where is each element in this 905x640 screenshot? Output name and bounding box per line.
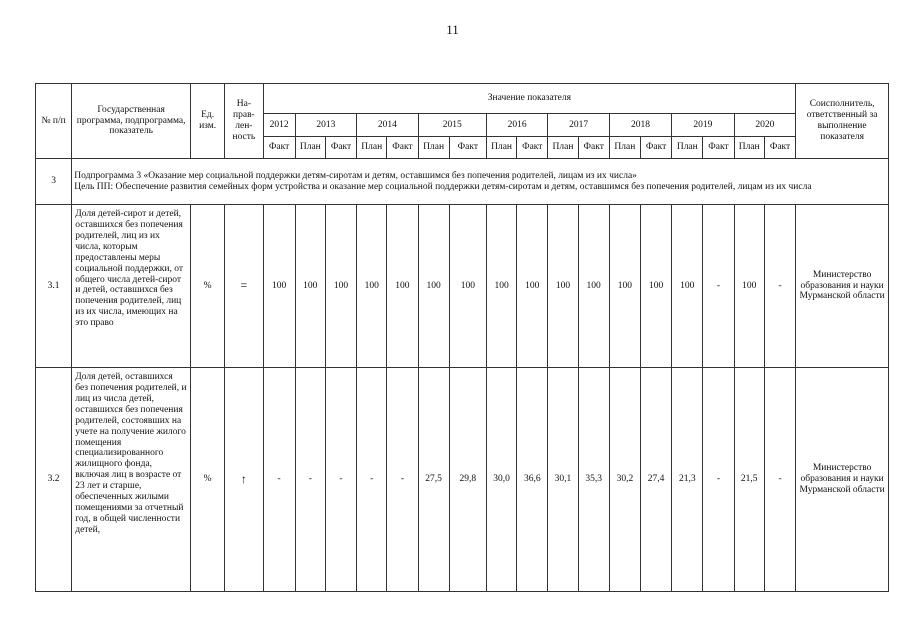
header-coexecutor: Соисполнитель, ответственный за выполнение показателя: [796, 84, 889, 159]
header-values-title: Значение показателя: [263, 84, 796, 114]
value-cell: 100: [387, 205, 418, 368]
value-cell: 100: [548, 205, 578, 368]
direction-cell: [225, 205, 263, 368]
value-cell: 100: [295, 205, 325, 368]
fact-header: Факт: [640, 137, 671, 159]
table-row: [36, 205, 889, 368]
fact-header: Факт: [387, 137, 418, 159]
year-header-2019: 2019: [672, 114, 734, 137]
value-cell: 29,8: [449, 368, 486, 592]
fact-header: Факт: [703, 137, 734, 159]
indicator-name: Доля детей-сирот и детей, оставшихся без попечения родителей, лиц из их числа, которым предоставлены меры социальной поддержки, от общего числа детей-сирот и детей, оставшихся без попечения родителей, лиц из их числа, имеющих на это право: [72, 205, 191, 368]
plan-header: План: [548, 137, 578, 159]
value-cell: 36,6: [517, 368, 548, 592]
value-cell: -: [703, 205, 734, 368]
value-cell: 100: [517, 205, 548, 368]
plan-header: План: [672, 137, 703, 159]
value-cell: 100: [609, 205, 640, 368]
year-header-2014: 2014: [357, 114, 418, 137]
year-header-2013: 2013: [295, 114, 356, 137]
indicators-table: [35, 83, 889, 592]
fact-header: Факт: [263, 137, 295, 159]
header-program: Государственная программа, подпрограмма, показатель: [72, 84, 191, 159]
value-cell: 21,5: [734, 368, 764, 592]
table-row: [36, 368, 889, 592]
year-header-2012: 2012: [263, 114, 295, 137]
page-number: 11: [446, 22, 459, 37]
value-cell: 100: [449, 205, 486, 368]
indicator-name: Доля детей, оставшихся без попечения родителей, и лиц из числа детей, оставшихся без попечения родителей, состоявших на учете на получение жилого помещения специализированного жилищного фонда, включая лиц в возрасте от 23 лет и старше, обеспеченных жилыми помещениями за отчетный год, в общей численности детей,: [72, 368, 191, 592]
direction-cell: [225, 368, 263, 592]
value-cell: -: [764, 205, 795, 368]
value-cell: 100: [640, 205, 671, 368]
subprogram-title: Подпрограмма 3 «Оказание мер социальной поддержки детям-сиротам и детям, оставшимся без попечения родителей, лицам из их числа»: [74, 170, 637, 181]
value-cell: 100: [672, 205, 703, 368]
value-cell: 100: [357, 205, 387, 368]
value-cell: 30,1: [548, 368, 578, 592]
plan-header: План: [357, 137, 387, 159]
year-header-2017: 2017: [548, 114, 609, 137]
year-header-2015: 2015: [418, 114, 486, 137]
value-cell: 35,3: [578, 368, 609, 592]
value-cell: 100: [734, 205, 764, 368]
header-num: № п/п: [36, 84, 72, 159]
value-cell: 21,3: [672, 368, 703, 592]
value-cell: -: [295, 368, 325, 592]
year-header-2018: 2018: [609, 114, 671, 137]
plan-header: План: [486, 137, 516, 159]
fact-header: Факт: [449, 137, 486, 159]
value-cell: -: [357, 368, 387, 592]
plan-header: План: [295, 137, 325, 159]
value-cell: -: [325, 368, 356, 592]
value-cell: 100: [418, 205, 449, 368]
value-cell: 30,2: [609, 368, 640, 592]
value-cell: 100: [263, 205, 295, 368]
value-cell: -: [703, 368, 734, 592]
value-cell: 100: [578, 205, 609, 368]
equals-icon: =: [240, 278, 248, 293]
value-cell: 30,0: [486, 368, 516, 592]
row-number: 3: [36, 159, 72, 205]
fact-header: Факт: [325, 137, 356, 159]
coexecutor-cell: Министерство образования и науки Мурманской области: [796, 205, 889, 368]
value-cell: 27,5: [418, 368, 449, 592]
value-cell: -: [764, 368, 795, 592]
unit-cell: %: [191, 368, 225, 592]
value-cell: 27,4: [640, 368, 671, 592]
unit-cell: %: [191, 205, 225, 368]
year-header-2016: 2016: [486, 114, 547, 137]
header-direction: На-прав-лен-ность: [225, 84, 263, 159]
table-row: [36, 159, 889, 205]
row-number: 3.2: [36, 368, 72, 592]
fact-header: Факт: [578, 137, 609, 159]
value-cell: -: [387, 368, 418, 592]
row-number: 3.1: [36, 205, 72, 368]
fact-header: Факт: [764, 137, 795, 159]
arrow-up-icon: ↑: [240, 471, 247, 486]
plan-header: План: [609, 137, 640, 159]
fact-header: Факт: [517, 137, 548, 159]
header-unit: Ед. изм.: [191, 84, 225, 159]
value-cell: -: [263, 368, 295, 592]
value-cell: 100: [325, 205, 356, 368]
subprogram-cell: [72, 159, 889, 205]
plan-header: План: [734, 137, 764, 159]
value-cell: 100: [486, 205, 516, 368]
year-header-2020: 2020: [734, 114, 796, 137]
subprogram-goal: Цель ПП: Обеспечение развития семейных форм устройства и оказание мер социальной поддержки детям-сиротам и детям, оставшимся без попечения родителей, лицам из их числа: [74, 181, 812, 192]
coexecutor-cell: Министерство образования и науки Мурманской области: [796, 368, 889, 592]
plan-header: План: [418, 137, 449, 159]
